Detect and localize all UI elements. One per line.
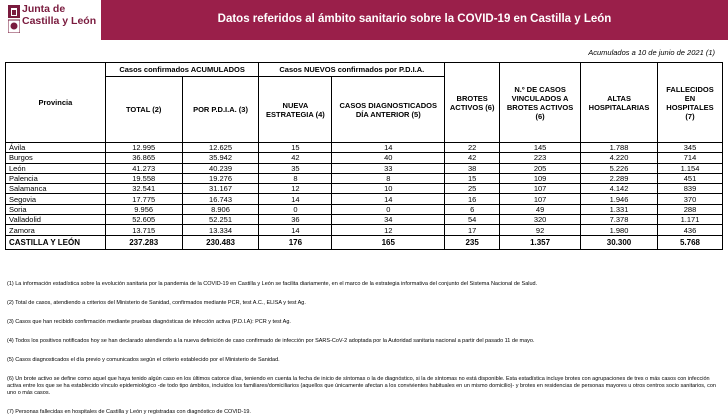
- cell-fall: 288: [657, 204, 722, 214]
- cell-total: 52.605: [105, 215, 182, 225]
- cell-total: 41.273: [105, 163, 182, 173]
- cell-pdia: 31.167: [182, 184, 259, 194]
- cell-nueva: 14: [259, 194, 332, 204]
- cell-diag: 0: [332, 204, 445, 214]
- footnote: (1) La información estadística sobre la evolución sanitaria por la pandemia de la COVID-19 en Castilla y León se facilita diariamente, en el marco de la estrategia informativa del conjunto del Sistema Nacional de Salud.: [7, 281, 538, 287]
- group-header-row: [6, 63, 723, 77]
- cell-diag: 14: [332, 194, 445, 204]
- cell-altas: 5.226: [581, 163, 658, 173]
- table-row: [6, 153, 723, 163]
- date-line: Acumulados a 10 de junio de 2021 (1): [588, 48, 715, 57]
- cell-brotes: 22: [445, 143, 500, 153]
- cell-pdia: 19.276: [182, 173, 259, 183]
- footnote: (7) Personas fallecidas en hospitales de Castilla y León y registradas con diagnóstico de COVID-19.: [7, 409, 251, 415]
- cell-total: 12.995: [105, 143, 182, 153]
- cell-altas: 4.142: [581, 184, 658, 194]
- cell-altas: 1.788: [581, 143, 658, 153]
- logo-line-1: Junta de: [22, 3, 66, 15]
- cell-diag: 40: [332, 153, 445, 163]
- cell-brotes: 17: [445, 225, 500, 235]
- cell-provincia: Segovia: [6, 194, 106, 204]
- group-header-nuevos: Casos NUEVOS confirmados por P.D.I.A.: [259, 63, 445, 77]
- table-body: [6, 143, 723, 236]
- cell-diag: 10: [332, 184, 445, 194]
- col-header-nueva-estrategia: NUEVA ESTRATEGIA (4): [259, 77, 332, 143]
- cell-pdia: 16.743: [182, 194, 259, 204]
- table-row: [6, 215, 723, 225]
- col-header-provincia: Provincia: [6, 63, 106, 143]
- cell-pdia: 12.625: [182, 143, 259, 153]
- footnote: (5) Casos diagnosticados el día previo y comunicados según el criterio establecido por el Ministerio de Sanidad.: [7, 357, 280, 363]
- col-header-fallecidos: FALLECIDOS EN HOSPITALES (7): [657, 63, 722, 143]
- cell-pdia: 52.251: [182, 215, 259, 225]
- cell-nueva: 42: [259, 153, 332, 163]
- cell-provincia: Burgos: [6, 153, 106, 163]
- cell-altas: 1.331: [581, 204, 658, 214]
- cell-total: 36.865: [105, 153, 182, 163]
- cell-nueva: 36: [259, 215, 332, 225]
- cell-diag: 12: [332, 225, 445, 235]
- cell-total: 9.956: [105, 204, 182, 214]
- cell-altas: 7.378: [581, 215, 658, 225]
- cell-brotes: 42: [445, 153, 500, 163]
- cell-vinc: 109: [500, 173, 581, 183]
- cell-fall: 1.154: [657, 163, 722, 173]
- cell-vinc: 107: [500, 184, 581, 194]
- page-title: Datos referidos al ámbito sanitario sobre la COVID-19 en Castilla y León: [217, 13, 612, 25]
- cell-fall: 345: [657, 143, 722, 153]
- col-header-altas: ALTAS HOSPITALARIAS: [581, 63, 658, 143]
- cell-vinc: 223: [500, 153, 581, 163]
- cell-fall: 451: [657, 173, 722, 183]
- table-row: [6, 225, 723, 235]
- total-nueva: 176: [259, 235, 332, 249]
- table-row: [6, 163, 723, 173]
- cell-altas: 1.980: [581, 225, 658, 235]
- footnote: (3) Casos que han recibido confirmación mediante pruebas diagnósticas de infección activa (P.D.I.A): PCR y test Ag.: [7, 319, 291, 325]
- cell-brotes: 54: [445, 215, 500, 225]
- cell-fall: 839: [657, 184, 722, 194]
- cell-nueva: 0: [259, 204, 332, 214]
- cell-nueva: 15: [259, 143, 332, 153]
- cell-provincia: León: [6, 163, 106, 173]
- cell-diag: 14: [332, 143, 445, 153]
- cell-nueva: 12: [259, 184, 332, 194]
- cell-nueva: 8: [259, 173, 332, 183]
- page-header: [0, 0, 728, 40]
- col-header-vinculados: N.º DE CASOS VINCULADOS A BROTES ACTIVOS (6): [500, 63, 581, 143]
- castle-lion-emblem-icon: [8, 5, 20, 33]
- table-row: [6, 204, 723, 214]
- cell-vinc: 49: [500, 204, 581, 214]
- cell-fall: 714: [657, 153, 722, 163]
- cell-fall: 436: [657, 225, 722, 235]
- total-brotes: 235: [445, 235, 500, 249]
- group-header-acumulados: Casos confirmados ACUMULADOS: [105, 63, 259, 77]
- cell-total: 17.775: [105, 194, 182, 204]
- cell-altas: 1.946: [581, 194, 658, 204]
- table-row: [6, 173, 723, 183]
- total-vinc: 1.357: [500, 235, 581, 249]
- total-total: 237.283: [105, 235, 182, 249]
- cell-pdia: 8.906: [182, 204, 259, 214]
- cell-nueva: 35: [259, 163, 332, 173]
- total-row: [6, 235, 723, 249]
- cell-vinc: 205: [500, 163, 581, 173]
- footnote: (4) Todos los positivos notificados hoy se han declarado atendiendo a la nueva definición de caso confirmado de infección por SARS-CoV-2 adoptada por la Autoridad sanitaria nacional a partir del pasado 11 de mayo.: [7, 338, 535, 344]
- cell-nueva: 14: [259, 225, 332, 235]
- cell-brotes: 16: [445, 194, 500, 204]
- cell-provincia: Palencia: [6, 173, 106, 183]
- table-row: [6, 184, 723, 194]
- title-bar: [101, 0, 728, 40]
- cell-pdia: 35.942: [182, 153, 259, 163]
- footnote: (6) Un brote activo se define como aquel que haya tenido algún caso en los últimos catorce días, teniendo en cuenta la fecha de inicio de síntomas o la de diagnóstico, si la de síntomas no está disponible. Esta estadística incluye brotes con agrupaciones de tres o más casos con infección activa entre los que se ha establecido vínculo epidemiológico -de todo tipo ámbitos, incluidos los familiares/domiciliarios (aquellos que únicamente afectan a los convivientes habituales en un mismo domicilio)- y brotes en residencias de personas mayores u otros centros socio sanitarios, con uno o más casos.: [7, 376, 716, 396]
- table-row: [6, 143, 723, 153]
- cell-total: 19.558: [105, 173, 182, 183]
- logo-line-2: Castilla y León: [22, 15, 97, 27]
- cell-pdia: 40.239: [182, 163, 259, 173]
- col-header-brotes: BROTES ACTIVOS (6): [445, 63, 500, 143]
- cell-brotes: 25: [445, 184, 500, 194]
- junta-logo: [8, 3, 100, 37]
- cell-total: 32.541: [105, 184, 182, 194]
- cell-brotes: 15: [445, 173, 500, 183]
- cell-fall: 1.171: [657, 215, 722, 225]
- cell-provincia: Salamanca: [6, 184, 106, 194]
- logo-text: [22, 3, 96, 27]
- cell-brotes: 38: [445, 163, 500, 173]
- cell-diag: 8: [332, 173, 445, 183]
- cell-provincia: Soria: [6, 204, 106, 214]
- cell-total: 13.715: [105, 225, 182, 235]
- col-header-por-pdia: POR P.D.I.A. (3): [182, 77, 259, 143]
- cell-provincia: Zamora: [6, 225, 106, 235]
- cell-vinc: 320: [500, 215, 581, 225]
- total-diag: 165: [332, 235, 445, 249]
- cell-altas: 2.289: [581, 173, 658, 183]
- cell-provincia: Ávila: [6, 143, 106, 153]
- cell-diag: 34: [332, 215, 445, 225]
- total-pdia: 230.483: [182, 235, 259, 249]
- total-provincia: CASTILLA Y LEÓN: [6, 235, 106, 249]
- col-header-total: TOTAL (2): [105, 77, 182, 143]
- covid-data-table: [5, 62, 723, 250]
- footnote: (2) Total de casos, atendiendo a criterios del Ministerio de Sanidad, confirmados mediante PCR, test A.C., ELISA y test Ag.: [7, 300, 306, 306]
- total-fall: 5.768: [657, 235, 722, 249]
- col-header-diagnosticados: CASOS DIAGNOSTICADOS DÍA ANTERIOR (5): [332, 77, 445, 143]
- total-altas: 30.300: [581, 235, 658, 249]
- cell-fall: 370: [657, 194, 722, 204]
- cell-diag: 33: [332, 163, 445, 173]
- cell-provincia: Valladolid: [6, 215, 106, 225]
- cell-altas: 4.220: [581, 153, 658, 163]
- cell-vinc: 107: [500, 194, 581, 204]
- table-row: [6, 194, 723, 204]
- cell-brotes: 6: [445, 204, 500, 214]
- cell-vinc: 145: [500, 143, 581, 153]
- cell-vinc: 92: [500, 225, 581, 235]
- cell-pdia: 13.334: [182, 225, 259, 235]
